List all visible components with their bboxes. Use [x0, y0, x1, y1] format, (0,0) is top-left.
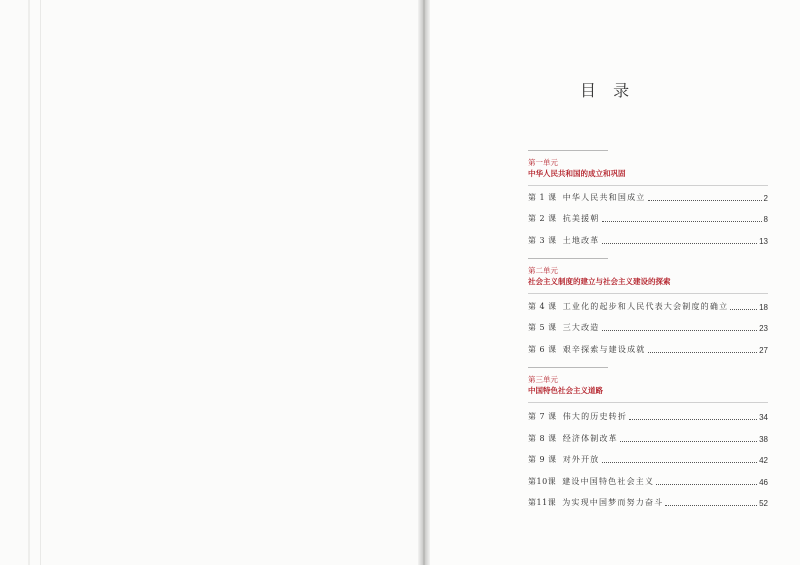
unit-rule	[528, 367, 608, 368]
lesson-number: 第 9 课	[528, 455, 557, 464]
page-number: 46	[759, 478, 768, 487]
dot-leader	[602, 461, 758, 463]
unit-header-3	[528, 367, 768, 403]
lesson-title: 建设中国特色社会主义	[562, 477, 655, 486]
lesson-number: 第 7 课	[528, 412, 557, 421]
page-number: 38	[759, 435, 768, 444]
page-number: 27	[759, 346, 768, 355]
unit-header-1	[528, 150, 768, 186]
lesson-number: 第 8 课	[528, 434, 557, 443]
lesson-title: 三大改造	[562, 323, 600, 332]
toc-entry[interactable]	[528, 300, 768, 312]
page-number: 8	[763, 215, 768, 224]
dot-leader	[665, 504, 757, 506]
lesson-title: 经济体制改革	[562, 434, 618, 443]
unit-separator	[528, 402, 768, 403]
toc-entry[interactable]	[528, 343, 768, 355]
toc-entry[interactable]	[528, 321, 768, 333]
dot-leader	[656, 483, 757, 485]
lesson-number: 第 3 课	[528, 236, 557, 245]
lesson-title: 对外开放	[562, 455, 600, 464]
toc-entry[interactable]	[528, 496, 768, 508]
page-edge-line	[40, 0, 41, 565]
page-number: 34	[759, 413, 768, 422]
lesson-number: 第10课	[528, 477, 557, 486]
lesson-number: 第 1 课	[528, 193, 557, 202]
toc-entry[interactable]	[528, 234, 768, 246]
page-number: 18	[759, 303, 768, 312]
lesson-title: 为实现中国梦而努力奋斗	[562, 498, 664, 507]
toc-entry[interactable]	[528, 212, 768, 224]
lesson-title: 中华人民共和国成立	[562, 193, 646, 202]
page-number: 52	[759, 499, 768, 508]
unit-name: 中华人民共和国的成立和巩固	[528, 169, 626, 178]
unit-separator	[528, 293, 768, 294]
dot-leader	[629, 418, 757, 420]
unit-header-2	[528, 258, 768, 294]
lesson-title: 抗美援朝	[562, 214, 600, 223]
dot-leader	[730, 308, 757, 310]
lesson-title: 土地改革	[562, 236, 600, 245]
toc-entry[interactable]	[528, 410, 768, 422]
dot-leader	[602, 329, 758, 331]
toc-entry[interactable]	[528, 432, 768, 444]
dot-leader	[648, 351, 758, 353]
lesson-title: 艰辛探索与建设成就	[562, 345, 646, 354]
page-number: 13	[759, 237, 768, 246]
toc-entry[interactable]	[528, 453, 768, 465]
dot-leader	[602, 242, 758, 244]
page-number: 23	[759, 324, 768, 333]
lesson-number: 第 6 课	[528, 345, 557, 354]
unit-number: 第一单元	[528, 158, 558, 167]
page-number: 42	[759, 456, 768, 465]
unit-name: 中国特色社会主义道路	[528, 386, 603, 395]
unit-separator	[528, 185, 768, 186]
toc-entry[interactable]	[528, 191, 768, 203]
lesson-title: 工业化的起步和人民代表大会制度的确立	[562, 302, 729, 311]
toc-title: 目 录	[580, 81, 636, 100]
lesson-number: 第 5 课	[528, 323, 557, 332]
unit-rule	[528, 258, 608, 259]
lesson-number: 第11课	[528, 498, 557, 507]
lesson-number: 第 2 课	[528, 214, 557, 223]
dot-leader	[620, 440, 757, 442]
lesson-title: 伟大的历史转折	[562, 412, 628, 421]
dot-leader	[648, 199, 762, 201]
lesson-number: 第 4 课	[528, 302, 557, 311]
unit-number: 第二单元	[528, 266, 558, 275]
toc-entry[interactable]	[528, 475, 768, 487]
unit-rule	[528, 150, 608, 151]
unit-number: 第三单元	[528, 375, 558, 384]
page-number: 2	[763, 194, 768, 203]
dot-leader	[602, 220, 762, 222]
page-edge-shadow	[28, 0, 30, 565]
unit-name: 社会主义制度的建立与社会主义建设的探索	[528, 277, 671, 286]
book-spine	[418, 0, 430, 565]
